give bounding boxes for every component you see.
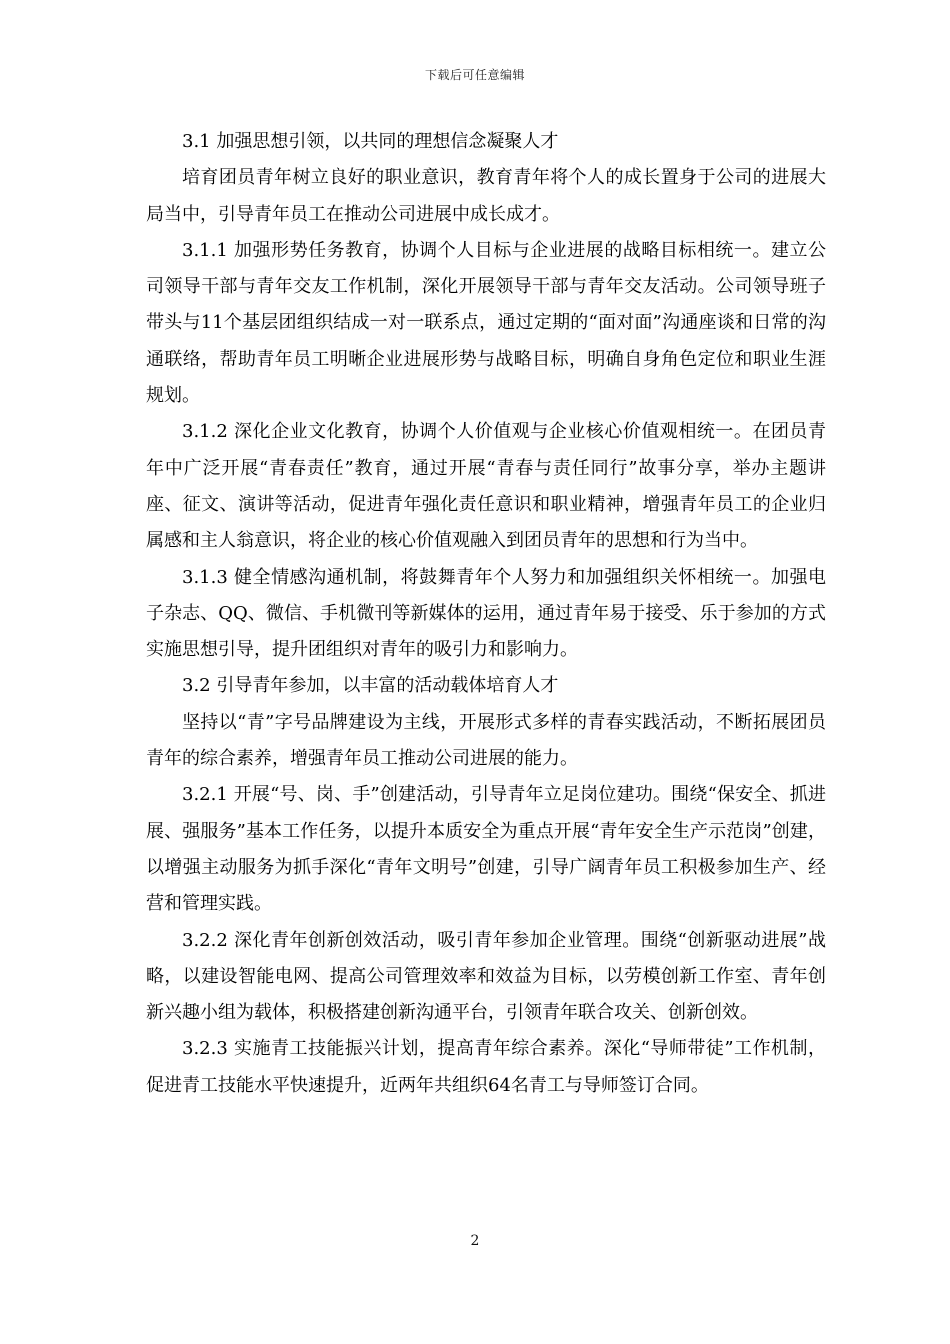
- paragraph: 坚持以“青”字号品牌建设为主线，开展形式多样的青春实践活动，不断拓展团员青年的综合素养，增强青年员工推动公司进展的能力。: [146, 711, 826, 770]
- paragraph-3-2-3: 3.2.3 实施青工技能振兴计划，提高青年综合素养。深化“导师带徒”工作机制，促进青工技能水平快速提升，近两年共组织64名青工与导师签订合同。: [146, 1038, 826, 1096]
- page-number: 2: [470, 1233, 480, 1249]
- heading-3-2: 3.2 引导青年参加，以丰富的活动载体培育人才: [182, 675, 559, 697]
- heading-3-1: 3.1 加强思想引领，以共同的理想信念凝聚人才: [182, 131, 559, 152]
- paragraph-3-1-3: 3.1.3 健全情感沟通机制，将鼓舞青年个人努力和加强组织关怀相统一。加强电子杂志、QQ、微信、手机微刊等新媒体的运用，通过青年易于接受、乐于参加的方式实施思想引导，提升团组织对青年的吸引力和影响力。: [146, 566, 826, 661]
- document-body: [146, 124, 826, 1104]
- paragraph-3-2-1: 3.2.1 开展“号、岗、手”创建活动，引导青年立足岗位建功。围绕“保安全、抓进展、强服务”基本工作任务，以提升本质安全为重点开展“青年安全生产示范岗”创建，以增强主动服务为抓手深化“青年文明号”创建，引导广阔青年员工积极参加生产、经营和管理实践。: [146, 784, 826, 915]
- paragraph-3-2-2: 3.2.2 深化青年创新创效活动，吸引青年参加企业管理。围绕“创新驱动进展”战略，以建设智能电网、提高公司管理效率和效益为目标，以劳模创新工作室、青年创新兴趣小组为载体，积极搭建创新沟通平台，引领青年联合攻关、创新创效。: [146, 929, 826, 1024]
- page-header: 下载后可任意编辑: [424, 68, 525, 82]
- paragraph-3-1-2: 3.1.2 深化企业文化教育，协调个人价值观与企业核心价值观相统一。在团员青年中广泛开展“青春责任”教育，通过开展“青春与责任同行”故事分享，举办主题讲座、征文、演讲等活动，促进青年强化责任意识和职业精神，增强青年员工的企业归属感和主人翁意识，将企业的核心价值观融入到团员青年的思想和行为当中。: [146, 421, 826, 552]
- paragraph-3-1-1: 3.1.1 加强形势任务教育，协调个人目标与企业进展的战略目标相统一。建立公司领导干部与青年交友工作机制，深化开展领导干部与青年交友活动。公司领导班子带头与11个基层团组织结成一对一联系点，通过定期的“面对面”沟通座谈和日常的沟通联络，帮助青年员工明晰企业进展形势与战略目标，明确自身角色定位和职业生涯规划。: [146, 239, 826, 407]
- paragraph: 培育团员青年树立良好的职业意识，教育青年将个人的成长置身于公司的进展大局当中，引导青年员工在推动公司进展中成长成才。: [146, 167, 826, 225]
